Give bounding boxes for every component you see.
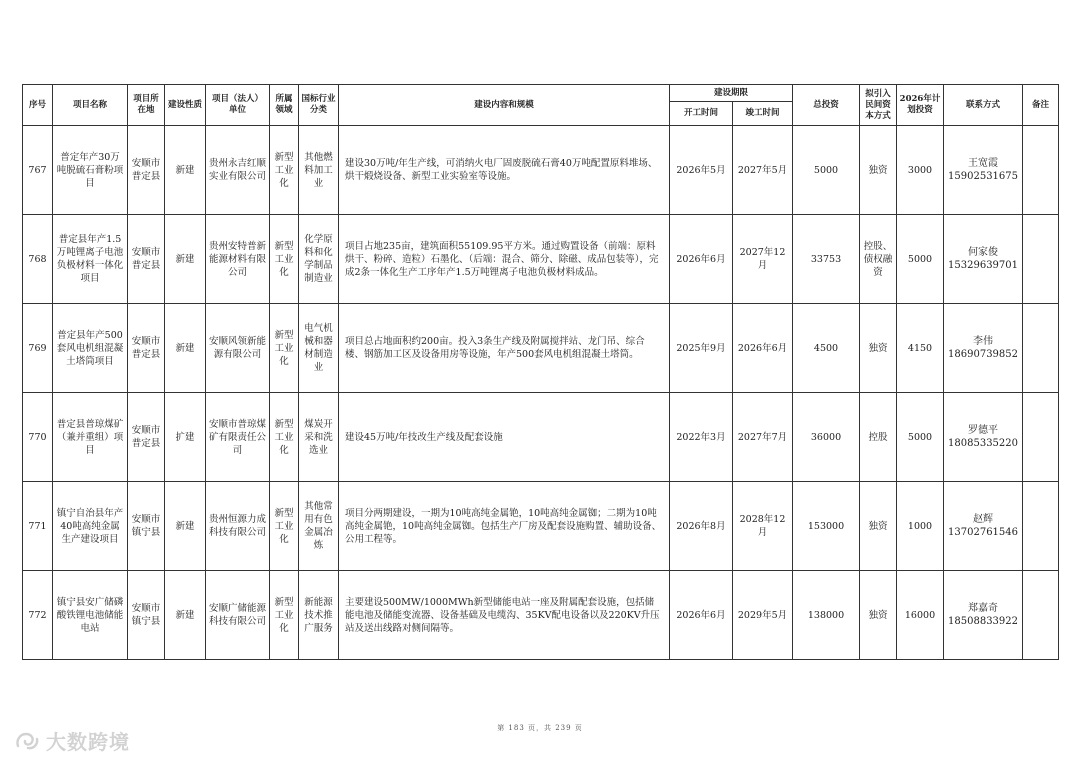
cell-note	[1023, 304, 1059, 393]
cell-owner: 贵州永吉红顺实业有限公司	[206, 126, 270, 215]
cell-start: 2022年3月	[670, 393, 733, 482]
cell-end: 2027年7月	[733, 393, 793, 482]
cell-name: 普定县普琼煤矿（兼并重组）项目	[53, 393, 128, 482]
contact-name: 赵辉	[973, 514, 994, 525]
cell-investment: 5000	[793, 126, 860, 215]
cell-scope: 项目分两期建设，一期为10吨高纯金属铯，10吨高纯金属铷；二期为10吨高纯金属铯，10吨高纯金属铷。包括生产厂房及配套设施购置、辅助设备、公用工程等。	[339, 482, 670, 571]
cell-scope: 建设45万吨/年技改生产线及配套设施	[339, 393, 670, 482]
header-start: 开工时间	[670, 102, 733, 126]
cell-location: 安顺市普定县	[128, 126, 165, 215]
contact-phone: 15902531675	[948, 171, 1019, 182]
header-industry: 国标行业分类	[299, 85, 339, 126]
cell-seq: 770	[23, 393, 53, 482]
contact-name: 李伟	[973, 336, 994, 347]
cell-industry: 其他常用有色金属冶炼	[299, 482, 339, 571]
contact-name: 罗德平	[968, 425, 999, 436]
cell-location: 安顺市普定县	[128, 393, 165, 482]
cell-nature: 新建	[165, 304, 206, 393]
cell-seq: 769	[23, 304, 53, 393]
cell-end: 2027年12月	[733, 215, 793, 304]
header-end: 竣工时间	[733, 102, 793, 126]
cell-location: 安顺市普定县	[128, 215, 165, 304]
cell-contact	[944, 482, 1023, 571]
header-field: 所属领域	[270, 85, 299, 126]
cell-owner: 安顺市普琼煤矿有限责任公司	[206, 393, 270, 482]
header-plan-2026: 2026年计划投资	[897, 85, 944, 126]
contact-name: 郑嘉奇	[968, 603, 999, 614]
header-name: 项目名称	[53, 85, 128, 126]
cell-capital-mode: 独资	[860, 126, 897, 215]
cell-plan-2026: 5000	[897, 215, 944, 304]
cell-nature: 扩建	[165, 393, 206, 482]
cell-capital-mode: 独资	[860, 304, 897, 393]
cell-end: 2026年6月	[733, 304, 793, 393]
cell-seq: 768	[23, 215, 53, 304]
cell-owner: 安顺风领新能源有限公司	[206, 304, 270, 393]
contact-phone: 18690739852	[948, 349, 1019, 360]
cell-scope: 项目总占地面积约200亩。投入3条生产线及附属搅拌站、龙门吊、综合楼、钢筋加工区及设备用房等设施，年产500套风电机组混凝土塔筒。	[339, 304, 670, 393]
header-location: 项目所在地	[128, 85, 165, 126]
cell-contact	[944, 304, 1023, 393]
header-seq: 序号	[23, 85, 53, 126]
table-row	[23, 304, 1059, 393]
cell-end: 2028年12月	[733, 482, 793, 571]
header-owner: 项目（法人）单位	[206, 85, 270, 126]
contact-phone: 13702761546	[948, 527, 1019, 538]
cell-location: 安顺市普定县	[128, 304, 165, 393]
cell-name: 镇宁县安广储磷酸铁锂电池储能电站	[53, 571, 128, 660]
cell-start: 2026年6月	[670, 571, 733, 660]
cell-note	[1023, 126, 1059, 215]
cell-capital-mode: 独资	[860, 571, 897, 660]
cell-name: 镇宁自治县年产40吨高纯金属生产建设项目	[53, 482, 128, 571]
cell-investment: 33753	[793, 215, 860, 304]
table-row	[23, 571, 1059, 660]
cell-owner: 贵州安特普新能源材料有限公司	[206, 215, 270, 304]
table-row	[23, 393, 1059, 482]
header-investment: 总投资	[793, 85, 860, 126]
contact-name: 何家俊	[968, 247, 999, 258]
cell-seq: 771	[23, 482, 53, 571]
cell-scope: 项目占地235亩，建筑面积55109.95平方米。通过购置设备（前端：原料烘干、粉碎、造粒）石墨化、（后端：混合、筛分、除磁、成品包装等），完成2条一体化生产工序年产1.5万吨锂离子电池负极材料成品。	[339, 215, 670, 304]
contact-phone: 18085335220	[948, 438, 1019, 449]
cell-investment: 153000	[793, 482, 860, 571]
header-capital-mode: 拟引入民间资本方式	[860, 85, 897, 126]
cell-name: 普定年产30万吨脱硫石膏粉项目	[53, 126, 128, 215]
cell-field: 新型工业化	[270, 304, 299, 393]
table-row	[23, 215, 1059, 304]
cell-end: 2027年5月	[733, 126, 793, 215]
header-note: 备注	[1023, 85, 1059, 126]
cell-contact	[944, 126, 1023, 215]
cell-industry: 新能源技术推广服务	[299, 571, 339, 660]
cell-note	[1023, 215, 1059, 304]
project-table-container	[22, 84, 1058, 660]
cell-nature: 新建	[165, 215, 206, 304]
cell-contact	[944, 215, 1023, 304]
cell-start: 2025年9月	[670, 304, 733, 393]
contact-phone: 15329639701	[948, 260, 1019, 271]
cell-investment: 138000	[793, 571, 860, 660]
cell-industry: 电气机械和器材制造业	[299, 304, 339, 393]
cell-plan-2026: 4150	[897, 304, 944, 393]
cell-start: 2026年6月	[670, 215, 733, 304]
cell-field: 新型工业化	[270, 571, 299, 660]
cell-capital-mode: 控股	[860, 393, 897, 482]
cell-name: 普定县年产500套风电机组混凝土塔筒项目	[53, 304, 128, 393]
cell-start: 2026年8月	[670, 482, 733, 571]
cell-owner: 贵州恒源力成科技有限公司	[206, 482, 270, 571]
contact-phone: 18508833922	[948, 616, 1019, 627]
project-table	[22, 84, 1059, 660]
cell-investment: 4500	[793, 304, 860, 393]
watermark-text: 大数跨境	[46, 730, 130, 754]
cell-end: 2029年5月	[733, 571, 793, 660]
cell-owner: 安顺广储能源科技有限公司	[206, 571, 270, 660]
cell-plan-2026: 1000	[897, 482, 944, 571]
cell-note	[1023, 393, 1059, 482]
header-scope: 建设内容和规模	[339, 85, 670, 126]
cell-location: 安顺市镇宁县	[128, 571, 165, 660]
header-period: 建设期限	[670, 85, 793, 102]
cell-contact	[944, 571, 1023, 660]
cell-location: 安顺市镇宁县	[128, 482, 165, 571]
cell-start: 2026年5月	[670, 126, 733, 215]
header-contact: 联系方式	[944, 85, 1023, 126]
cell-plan-2026: 5000	[897, 393, 944, 482]
header-nature: 建设性质	[165, 85, 206, 126]
cell-capital-mode: 独资	[860, 482, 897, 571]
cell-field: 新型工业化	[270, 215, 299, 304]
cell-capital-mode: 控股、债权融资	[860, 215, 897, 304]
cell-contact	[944, 393, 1023, 482]
contact-name: 王宽霞	[968, 158, 999, 169]
cell-name: 普定县年产1.5万吨锂离子电池负极材料一体化项目	[53, 215, 128, 304]
cell-industry: 煤炭开采和洗选业	[299, 393, 339, 482]
cell-field: 新型工业化	[270, 393, 299, 482]
logo-swirl-icon	[14, 730, 40, 752]
cell-nature: 新建	[165, 126, 206, 215]
cell-note	[1023, 482, 1059, 571]
cell-industry: 其他燃料加工业	[299, 126, 339, 215]
table-row	[23, 482, 1059, 571]
cell-nature: 新建	[165, 482, 206, 571]
page-footer: 第 183 页，共 239 页	[497, 724, 583, 732]
watermark	[14, 726, 130, 755]
table-row	[23, 126, 1059, 215]
cell-plan-2026: 3000	[897, 126, 944, 215]
cell-scope: 建设30万吨/年生产线，可消纳火电厂固废脱硫石膏40万吨配置原料堆场、烘干煅烧设备、新型工业实验室等设施。	[339, 126, 670, 215]
cell-plan-2026: 16000	[897, 571, 944, 660]
cell-seq: 767	[23, 126, 53, 215]
cell-nature: 新建	[165, 571, 206, 660]
cell-field: 新型工业化	[270, 482, 299, 571]
cell-note	[1023, 571, 1059, 660]
cell-seq: 772	[23, 571, 53, 660]
cell-investment: 36000	[793, 393, 860, 482]
cell-field: 新型工业化	[270, 126, 299, 215]
cell-scope: 主要建设500MW/1000MWh新型储能电站一座及附属配套设施，包括储能电池及储能变流器、设备基础及电缆沟、35KV配电设备以及220KV升压站及送出线路对侧间隔等。	[339, 571, 670, 660]
cell-industry: 化学原料和化学制品制造业	[299, 215, 339, 304]
